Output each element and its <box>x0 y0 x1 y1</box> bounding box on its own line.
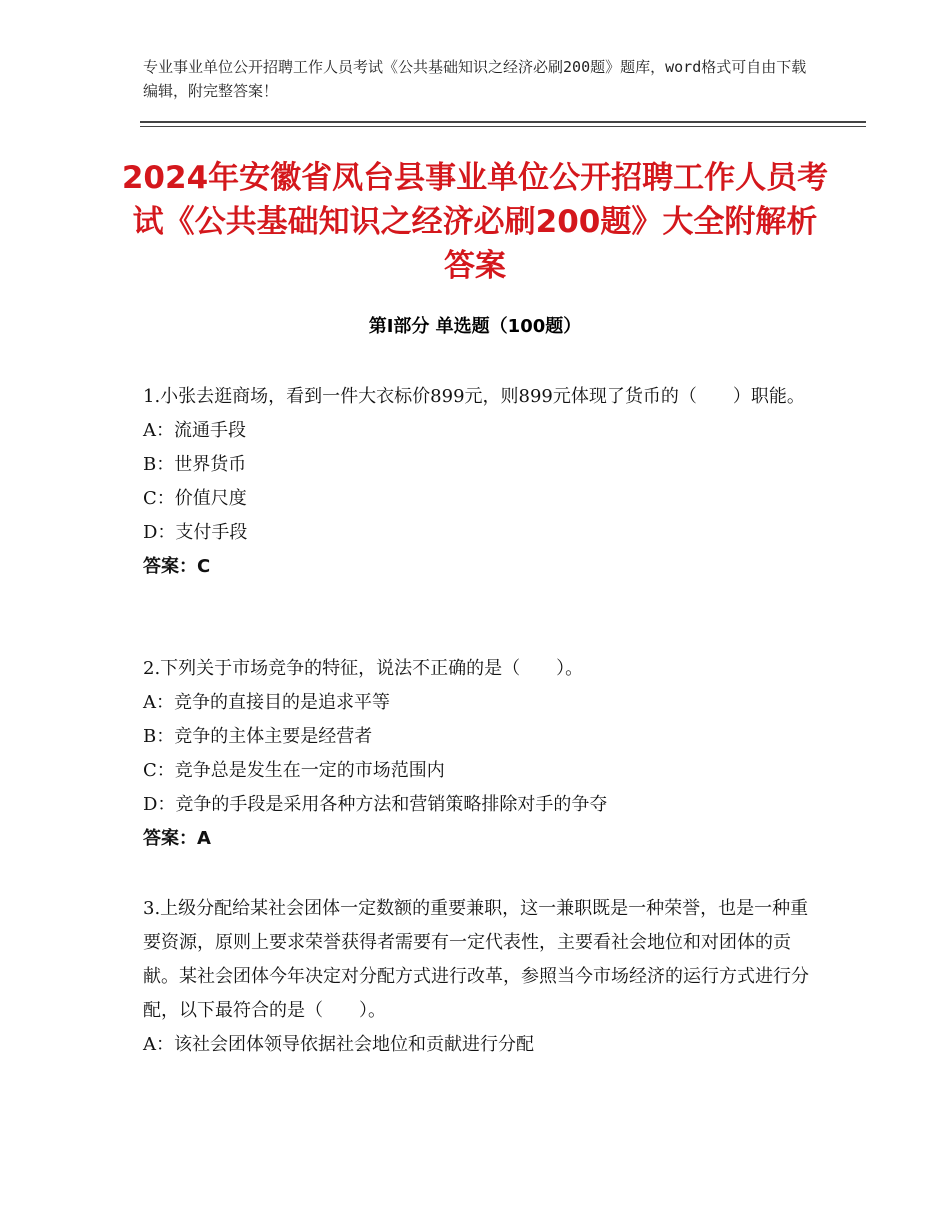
option-b: B：世界货币 <box>143 454 247 475</box>
document-title: 2024年安徽省凤台县事业单位公开招聘工作人员考试《公共基础知识之经济必刷200题》大全附解析答案 <box>121 160 829 284</box>
question-1 <box>143 380 813 584</box>
question-3 <box>143 892 813 1062</box>
question-stem: 1.小张去逛商场，看到一件大衣标价899元，则899元体现了货币的（ ）职能。 <box>143 386 805 407</box>
header-rule-thin <box>140 126 866 127</box>
header-note: 专业事业单位公开招聘工作人员考试《公共基础知识之经济必刷200题》题库，word格式可自由下载编辑，附完整答案！ <box>143 58 807 100</box>
section-heading: 第Ⅰ部分 单选题（100题） <box>368 316 582 337</box>
option-a: A：竞争的直接目的是追求平等 <box>143 692 390 713</box>
answer: 答案：A <box>143 828 211 849</box>
option-a: A：该社会团体领导依据社会地位和贡献进行分配 <box>143 1034 534 1055</box>
option-d: D：竞争的手段是采用各种方法和营销策略排除对手的争夺 <box>143 794 608 815</box>
option-c: C：竞争总是发生在一定的市场范围内 <box>143 760 445 781</box>
option-c: C：价值尺度 <box>143 488 247 509</box>
question-stem: 3.上级分配给某社会团体一定数额的重要兼职，这一兼职既是一种荣誉，也是一种重要资源，原则上要求荣誉获得者需要有一定代表性，主要看社会地位和对团体的贡献。某社会团体今年决定对分配方式进行改革，参照当今市场经济的运行方式进行分配，以下最符合的是（ ）。 <box>143 898 809 1021</box>
question-2 <box>143 652 813 856</box>
header-rule-thick <box>140 121 866 123</box>
option-d: D：支付手段 <box>143 522 248 543</box>
answer: 答案：C <box>143 556 211 577</box>
option-b: B：竞争的主体主要是经营者 <box>143 726 373 747</box>
option-a: A：流通手段 <box>143 420 246 441</box>
question-stem: 2.下列关于市场竞争的特征，说法不正确的是（ ）。 <box>143 658 584 679</box>
